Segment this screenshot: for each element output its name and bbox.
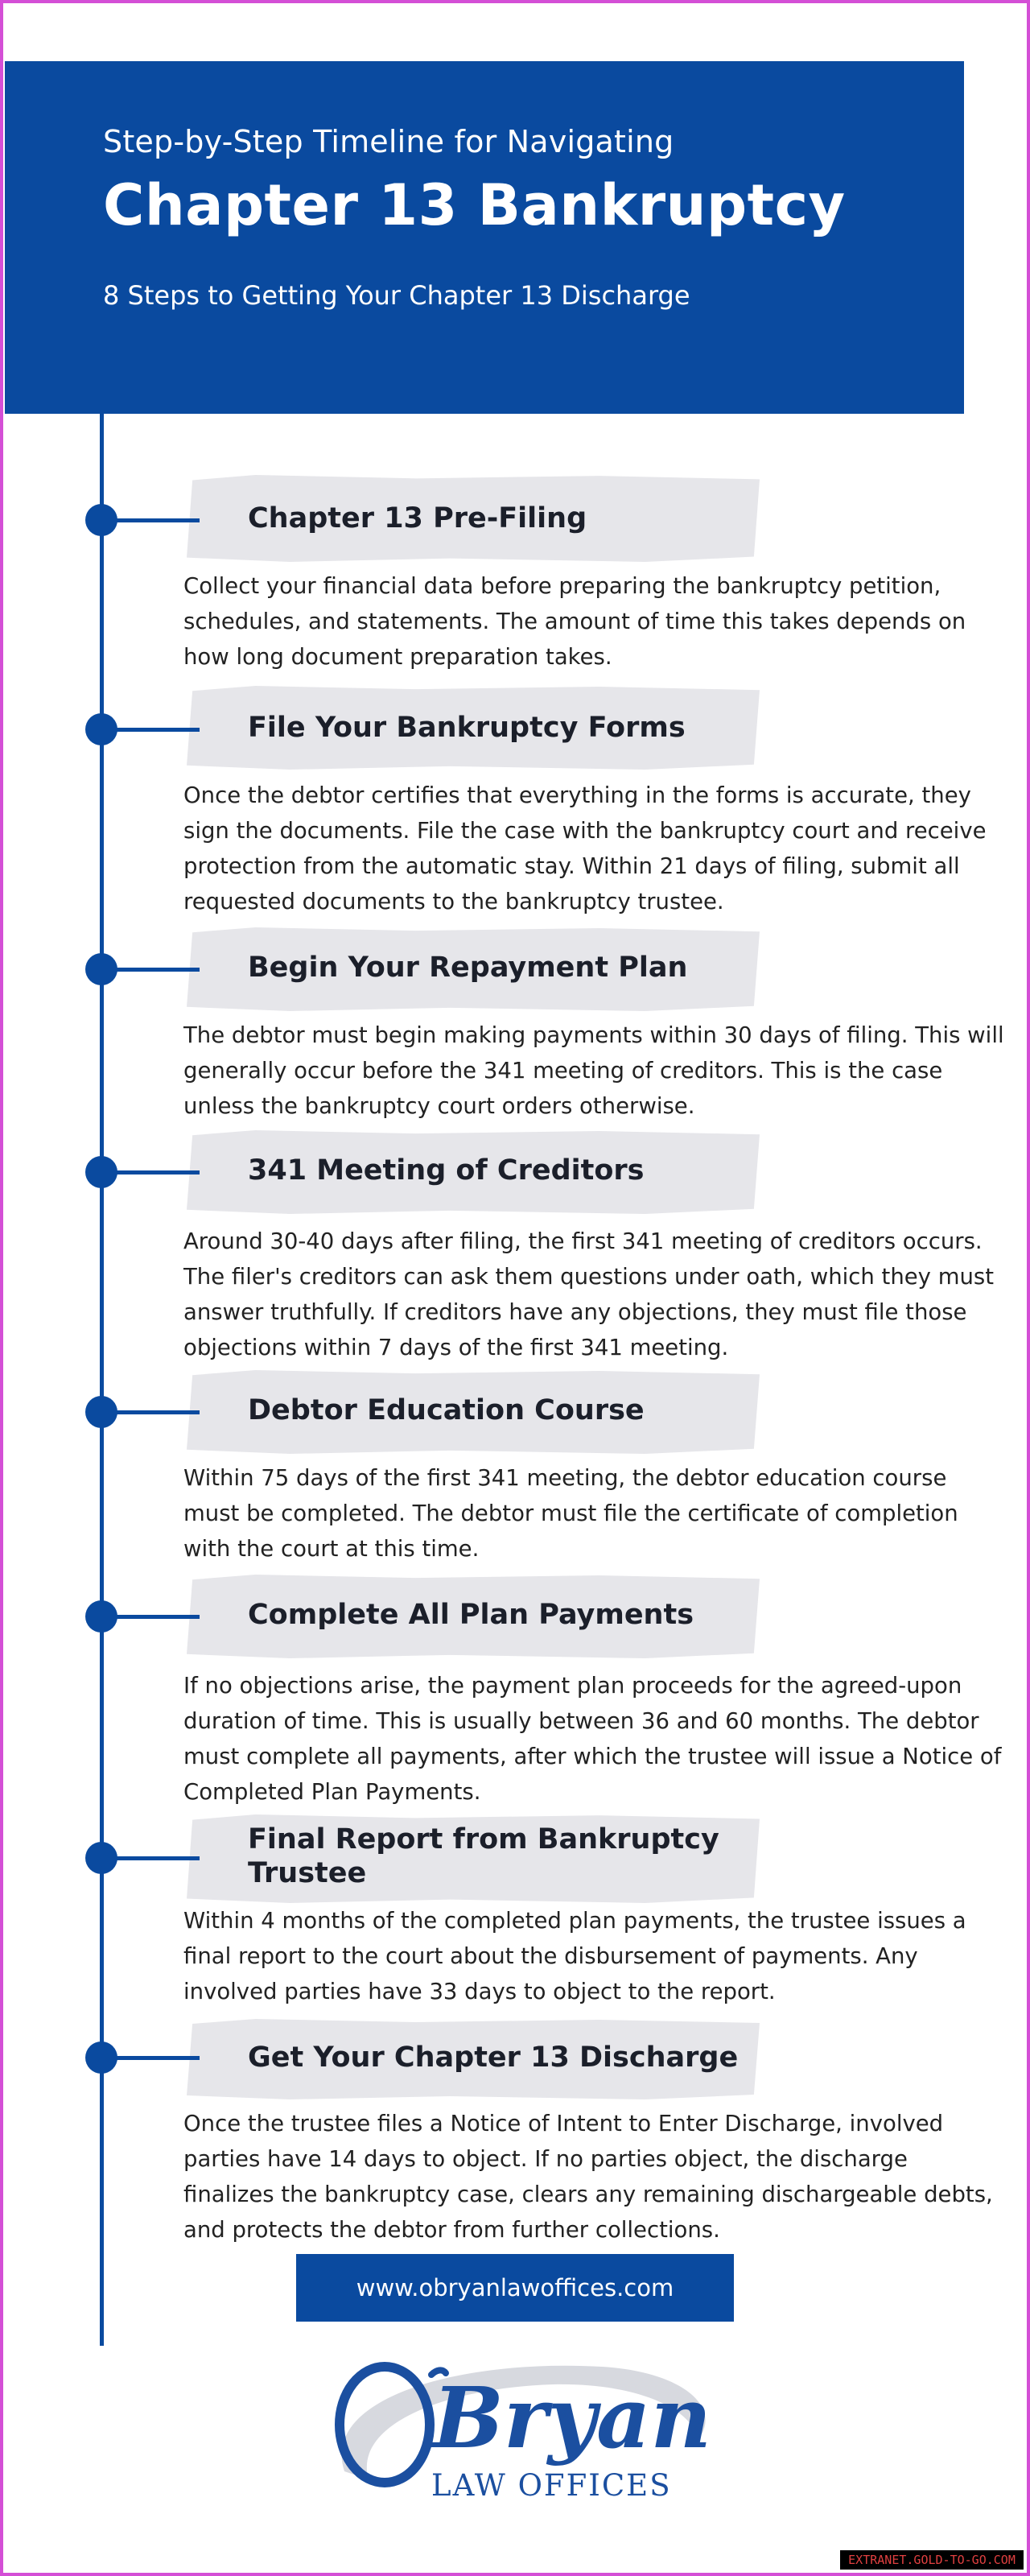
timeline-connector	[113, 1615, 200, 1619]
timeline-connector	[113, 518, 200, 522]
step-body: Within 75 days of the first 341 meeting, the debtor education course must be completed. The debtor must file the certificate of completion with the court at this time.	[183, 1465, 958, 1562]
timeline-connector	[113, 1856, 200, 1860]
timeline-connector	[113, 968, 200, 972]
watermark: EXTRANET.GOLD-TO-GO.COM	[840, 2550, 1024, 2570]
page-title: Chapter 13 Bankruptcy	[103, 172, 846, 238]
step-heading: 341 Meeting of Creditors	[248, 1154, 645, 1187]
step-body: The debtor must begin making payments within 30 days of filing. This will generally occur before the 341 meeting of creditors. This is the case unless the bankruptcy court orders otherwise.	[183, 1022, 1004, 1119]
timeline-connector	[113, 2056, 200, 2060]
svg-text:Bryan: Bryan	[433, 2368, 712, 2467]
step-heading: Complete All Plan Payments	[248, 1599, 694, 1631]
step-heading: Get Your Chapter 13 Discharge	[248, 2041, 739, 2074]
step-body: Once the trustee files a Notice of Intent to Enter Discharge, involved parties have 14 days to object. If no parties object, the discharge finalizes the bankruptcy case, clears any remaining dischargeable debts, and protects the debtor from further collections.	[183, 2111, 993, 2243]
timeline-connector	[113, 1410, 200, 1414]
step-heading: Chapter 13 Pre-Filing	[248, 502, 587, 535]
step-heading: Debtor Education Course	[248, 1394, 645, 1426]
timeline-connector	[113, 1170, 200, 1174]
timeline-connector	[113, 728, 200, 732]
step-heading: Begin Your Repayment Plan	[248, 952, 688, 984]
company-logo	[312, 2351, 731, 2512]
step-body: Once the debtor certifies that everything in the forms is accurate, they sign the documents. File the case with the bankruptcy court and receive protection from the automatic stay. Within 21 days of filing, submit all requested documents to the bankruptcy trustee.	[183, 782, 987, 914]
step-body: Collect your financial data before preparing the bankruptcy petition, schedules, and statements. The amount of time this takes depends on how long document preparation takes.	[183, 573, 966, 670]
header-subtitle: 8 Steps to Getting Your Chapter 13 Discharge	[103, 280, 690, 311]
step-heading: Final Report from Bankruptcy Trustee	[248, 1823, 719, 1889]
step-body: Around 30-40 days after filing, the first 341 meeting of creditors occurs. The filer's creditors can ask them questions under oath, which they must answer truthfully. If creditors have any objections, they must file those objections within 7 days of the first 341 meeting.	[183, 1228, 995, 1360]
website-link[interactable]: www.obryanlawoffices.com	[296, 2254, 734, 2322]
step-body: If no objections arise, the payment plan proceeds for the agreed-upon duration of time. This is usually between 36 and 60 months. The debtor must complete all payments, after which the trustee will issue a Notice of Completed Plan Payments.	[183, 1673, 1002, 1805]
header-pre-title: Step-by-Step Timeline for Navigating	[103, 124, 674, 159]
header-banner	[5, 61, 964, 414]
step-heading: File Your Bankruptcy Forms	[248, 712, 686, 744]
logo-subtitle: LAW OFFICES	[431, 2468, 672, 2503]
step-body: Within 4 months of the completed plan payments, the trustee issues a final report to the court about the disbursement of payments. Any involved parties have 33 days to object to the report.	[183, 1908, 966, 2004]
